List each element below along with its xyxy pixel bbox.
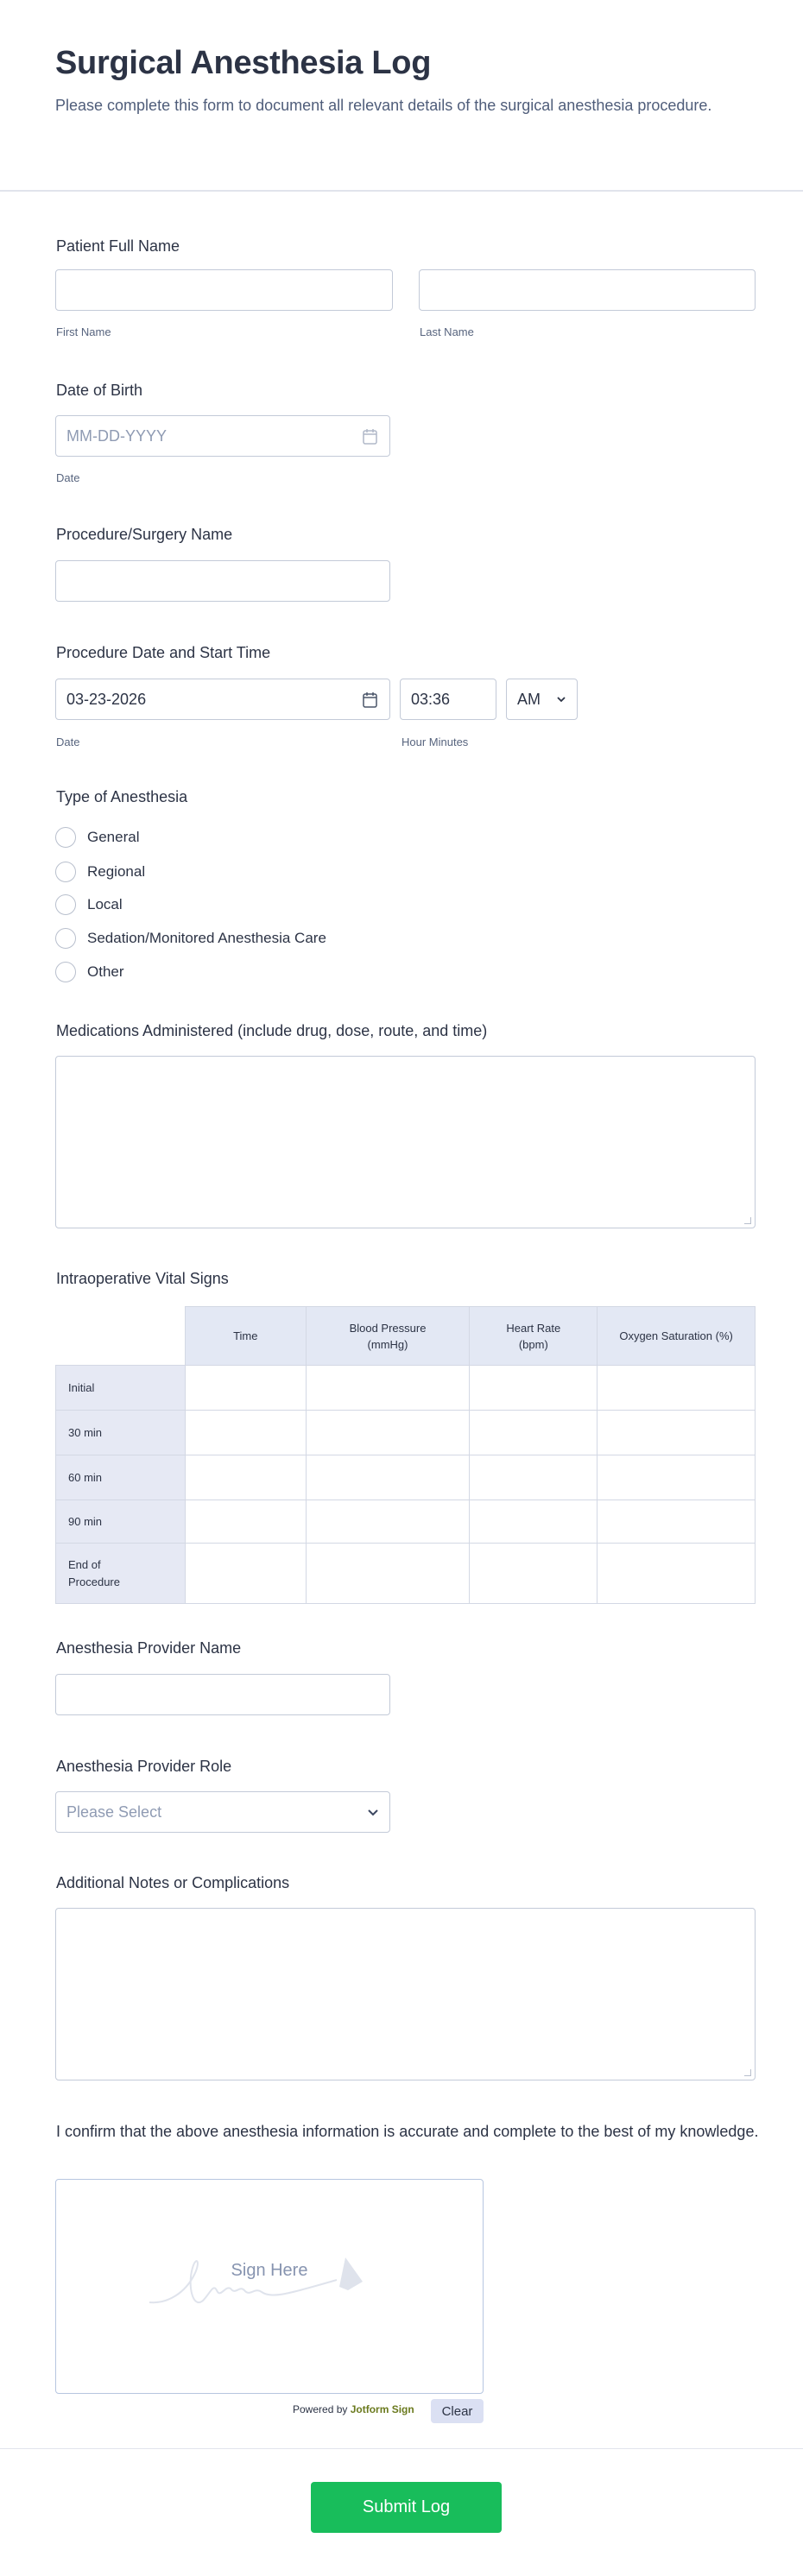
column-header: Blood Pressure (mmHg) bbox=[306, 1307, 470, 1366]
radio-label-sedation[interactable]: Sedation/Monitored Anesthesia Care bbox=[87, 930, 326, 946]
dob-placeholder: MM-DD-YYYY bbox=[66, 426, 167, 445]
provider-name-label: Anesthesia Provider Name bbox=[56, 1639, 242, 1657]
calendar-icon[interactable] bbox=[363, 428, 377, 445]
last-name-input[interactable] bbox=[419, 269, 756, 311]
table-cell[interactable] bbox=[306, 1366, 470, 1411]
table-cell[interactable] bbox=[306, 1411, 470, 1455]
table-cell[interactable] bbox=[470, 1411, 598, 1455]
notes-textarea[interactable] bbox=[55, 1908, 756, 2080]
chevron-down-icon bbox=[556, 696, 566, 703]
ampm-select[interactable] bbox=[506, 679, 578, 720]
radio-label-regional[interactable]: Regional bbox=[87, 863, 146, 880]
patient-name-label: Patient Full Name bbox=[56, 237, 180, 255]
procedure-time-input[interactable]: 03:36 bbox=[400, 679, 496, 720]
procedure-date-sublabel: Date bbox=[56, 736, 80, 748]
resize-handle-icon[interactable] bbox=[745, 2070, 754, 2079]
radio-regional[interactable] bbox=[55, 862, 76, 882]
table-cell[interactable] bbox=[306, 1455, 470, 1500]
table-cell[interactable] bbox=[470, 1500, 598, 1544]
ampm-value: AM bbox=[517, 690, 541, 708]
medications-label: Medications Administered (include drug, dose, route, and time) bbox=[56, 1022, 488, 1039]
powered-by bbox=[293, 2403, 414, 2415]
row-header: 90 min bbox=[56, 1500, 186, 1544]
table-cell[interactable] bbox=[185, 1500, 306, 1544]
vitals-header-row bbox=[56, 1307, 756, 1366]
signature-pad[interactable] bbox=[55, 2179, 484, 2394]
jotform-sign-brand[interactable]: Jotform Sign bbox=[350, 2403, 414, 2415]
column-header: Oxygen Saturation (%) bbox=[598, 1307, 756, 1366]
table-row bbox=[56, 1366, 756, 1411]
table-cell[interactable] bbox=[598, 1455, 756, 1500]
procedure-date-input[interactable] bbox=[55, 679, 390, 720]
row-header: Initial bbox=[56, 1366, 186, 1411]
medications-textarea[interactable] bbox=[55, 1056, 756, 1228]
notes-label: Additional Notes or Complications bbox=[56, 1874, 290, 1891]
table-cell[interactable] bbox=[306, 1544, 470, 1604]
page-description: Please complete this form to document all relevant details of the surgical anesthesia procedure. bbox=[55, 97, 712, 114]
table-row bbox=[56, 1455, 756, 1500]
clear-signature-button[interactable]: Clear bbox=[431, 2399, 484, 2423]
dob-sublabel: Date bbox=[56, 471, 80, 484]
confirmation-label: I confirm that the above anesthesia information is accurate and complete to the best of my knowledge. bbox=[56, 2123, 759, 2140]
first-name-input[interactable] bbox=[55, 269, 393, 311]
table-cell[interactable] bbox=[306, 1500, 470, 1544]
table-cell[interactable] bbox=[598, 1411, 756, 1455]
footer-divider bbox=[0, 2448, 803, 2449]
table-cell[interactable] bbox=[470, 1366, 598, 1411]
table-cell[interactable] bbox=[470, 1544, 598, 1604]
first-name-sublabel: First Name bbox=[56, 325, 111, 338]
row-header: 30 min bbox=[56, 1411, 186, 1455]
submit-button[interactable]: Submit Log bbox=[311, 2482, 502, 2533]
anesthesia-type-label: Type of Anesthesia bbox=[56, 788, 188, 805]
header-divider bbox=[0, 190, 803, 192]
resize-handle-icon[interactable] bbox=[745, 1218, 754, 1227]
radio-local[interactable] bbox=[55, 894, 76, 915]
chevron-down-icon bbox=[367, 1809, 379, 1816]
table-row bbox=[56, 1500, 756, 1544]
table-cell[interactable] bbox=[598, 1544, 756, 1604]
row-header: 60 min bbox=[56, 1455, 186, 1500]
calendar-icon[interactable] bbox=[363, 691, 377, 708]
provider-role-placeholder: Please Select bbox=[66, 1803, 162, 1821]
table-cell[interactable] bbox=[185, 1544, 306, 1604]
radio-general[interactable] bbox=[55, 827, 76, 848]
sign-here-text: Sign Here bbox=[231, 2261, 308, 2280]
radio-other[interactable] bbox=[55, 962, 76, 982]
table-cell[interactable] bbox=[185, 1366, 306, 1411]
dob-label: Date of Birth bbox=[56, 382, 143, 399]
provider-name-input[interactable] bbox=[55, 1674, 390, 1715]
column-header: Time bbox=[185, 1307, 306, 1366]
table-cell[interactable] bbox=[185, 1411, 306, 1455]
table-cell[interactable] bbox=[598, 1366, 756, 1411]
signature-placeholder-icon bbox=[142, 2249, 402, 2318]
procedure-name-input[interactable] bbox=[55, 560, 390, 602]
table-row bbox=[56, 1544, 756, 1604]
provider-role-select[interactable] bbox=[55, 1791, 390, 1833]
row-header: End of Procedure bbox=[56, 1544, 186, 1604]
radio-sedation[interactable] bbox=[55, 928, 76, 949]
dob-input[interactable] bbox=[55, 415, 390, 457]
radio-label-other[interactable]: Other bbox=[87, 963, 124, 980]
table-cell[interactable] bbox=[598, 1500, 756, 1544]
vitals-label: Intraoperative Vital Signs bbox=[56, 1270, 229, 1287]
powered-by-text: Powered by bbox=[293, 2403, 348, 2415]
procedure-datetime-label: Procedure Date and Start Time bbox=[56, 644, 271, 661]
radio-label-local[interactable]: Local bbox=[87, 896, 123, 912]
column-header: Heart Rate (bpm) bbox=[470, 1307, 598, 1366]
page-title: Surgical Anesthesia Log bbox=[55, 45, 432, 81]
vitals-table bbox=[55, 1306, 756, 1604]
corner-cell bbox=[56, 1307, 186, 1366]
procedure-name-label: Procedure/Surgery Name bbox=[56, 526, 233, 543]
table-cell[interactable] bbox=[470, 1455, 598, 1500]
provider-role-label: Anesthesia Provider Role bbox=[56, 1758, 232, 1775]
procedure-date-value: 03-23-2026 bbox=[66, 690, 147, 708]
radio-label-general[interactable]: General bbox=[87, 829, 140, 845]
table-cell[interactable] bbox=[185, 1455, 306, 1500]
last-name-sublabel: Last Name bbox=[420, 325, 474, 338]
table-row bbox=[56, 1411, 756, 1455]
procedure-time-sublabel: Hour Minutes bbox=[402, 736, 469, 748]
